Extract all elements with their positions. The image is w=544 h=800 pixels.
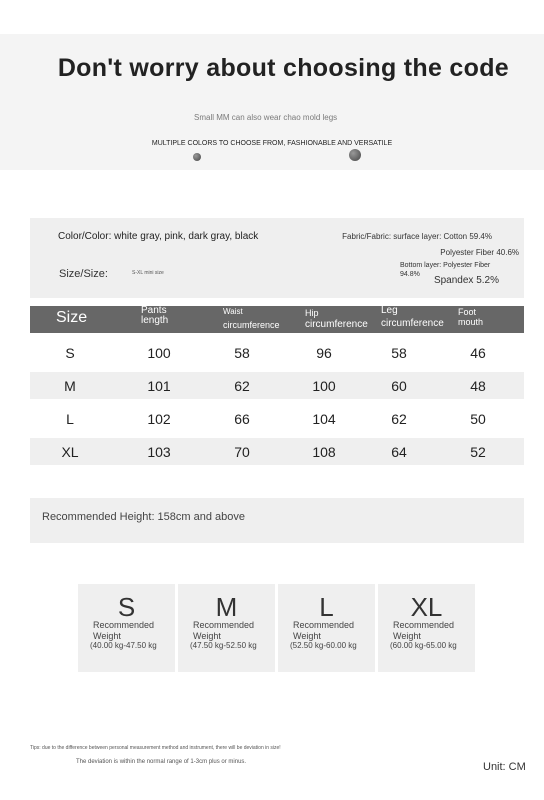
card-label-line: Weight [193,631,221,641]
hero-banner [0,34,544,170]
table-cell: L [66,410,74,427]
card-label-line: Recommended [293,620,355,630]
fabric-spandex: Spandex 5.2% [433,275,499,286]
header-pants-length [141,306,168,333]
weight-card-l [278,584,375,672]
card-size-letter: XL [410,592,443,622]
card-weight-range: (60.00 kg-65.00 kg [390,641,457,650]
table-row [30,333,524,372]
hero-title: Don't worry about choosing the code [57,54,509,82]
table-cell: 52 [470,443,486,460]
table-header [30,306,524,333]
table-cell: M [64,377,76,394]
header-line: length [141,315,169,326]
recommended-height-panel [30,498,524,543]
table-cell: 70 [234,443,250,460]
header-line: circumference [381,318,444,329]
size-info-label: Size/Size: [59,268,108,280]
measurement-tip: Tips: due to the difference between personal measurement method and instrument, there will be deviation in size! [30,745,281,751]
table-cell: 48 [470,377,486,394]
table-row [30,372,524,399]
table-cell: 64 [391,443,407,460]
size-chart-table [30,306,524,465]
product-info-panel [30,218,524,298]
weight-card-m [178,584,275,672]
card-label [93,620,168,642]
header-line: Hip [305,308,319,318]
card-label [193,620,268,642]
size-info-value: S-XL mini size [132,270,164,276]
card-label-line: Weight [293,631,321,641]
table-cell: 58 [391,344,407,361]
table-cell: 58 [234,344,250,361]
card-label-line: Recommended [393,620,455,630]
card-label-line: Weight [93,631,121,641]
header-hip [305,308,368,335]
card-weight-range: (52.50 kg-60.00 kg [290,641,357,650]
hero-tagline: MULTIPLE COLORS TO CHOOSE FROM, FASHIONABLE AND VERSATILE [151,140,393,147]
table-cell: 50 [470,410,486,427]
header-line: circumference [305,319,368,330]
table-cell: 102 [147,410,171,427]
decorative-dot-icon [349,149,361,161]
table-cell: 101 [147,377,171,394]
fabric-polyester: Polyester Fiber 40.6% [440,248,519,257]
header-line: Foot [458,307,477,317]
card-weight-range: (47.50 kg-52.50 kg [190,641,257,650]
hero-subtitle: Small MM can also wear chao mold legs [194,113,338,122]
table-cell: 62 [391,410,407,427]
fabric-surface-layer: Fabric/Fabric: surface layer: Cotton 59.4% [342,232,492,241]
header-size: Size [56,309,88,326]
header-line: Pants [141,305,167,316]
table-cell: 96 [316,344,332,361]
weight-card-s [78,584,175,672]
table-cell: 104 [312,410,336,427]
table-cell: S [65,344,75,361]
color-info: Color/Color: white gray, pink, dark gray, black [58,231,259,242]
table-cell: XL [61,443,79,460]
card-size-letter: S [117,592,136,622]
table-cell: 100 [312,377,336,394]
table-cell: 46 [470,344,486,361]
table-cell: 62 [234,377,250,394]
table-cell: 60 [391,377,407,394]
header-leg [381,306,444,333]
card-label [293,620,368,642]
decorative-dot-icon [193,153,201,161]
table-cell: 103 [147,443,171,460]
header-line: circumference [223,320,280,330]
unit-label: Unit: CM [483,761,526,773]
header-line: Waist [223,307,243,316]
card-label [393,620,468,642]
card-label-line: Weight [393,631,421,641]
deviation-note: The deviation is within the normal range of 1-3cm plus or minus. [76,759,247,765]
card-label-line: Recommended [193,620,255,630]
weight-card-xl [378,584,475,672]
card-size-letter: L [319,592,334,622]
header-line: mouth [458,317,484,327]
table-row [30,399,524,438]
table-cell: 108 [312,443,336,460]
recommended-height-text: Recommended Height: 158cm and above [42,511,246,523]
table-cell: 66 [234,410,250,427]
card-weight-range: (40.00 kg-47.50 kg [90,641,157,650]
table-row [30,438,524,465]
fabric-bottom-layer: Bottom layer: Polyester Fiber 94.8% [400,262,491,278]
card-label-line: Recommended [93,620,155,630]
header-foot [458,307,483,334]
card-size-letter: M [215,592,238,622]
header-line: Leg [381,305,398,316]
header-waist [223,307,280,334]
table-cell: 100 [147,344,171,361]
